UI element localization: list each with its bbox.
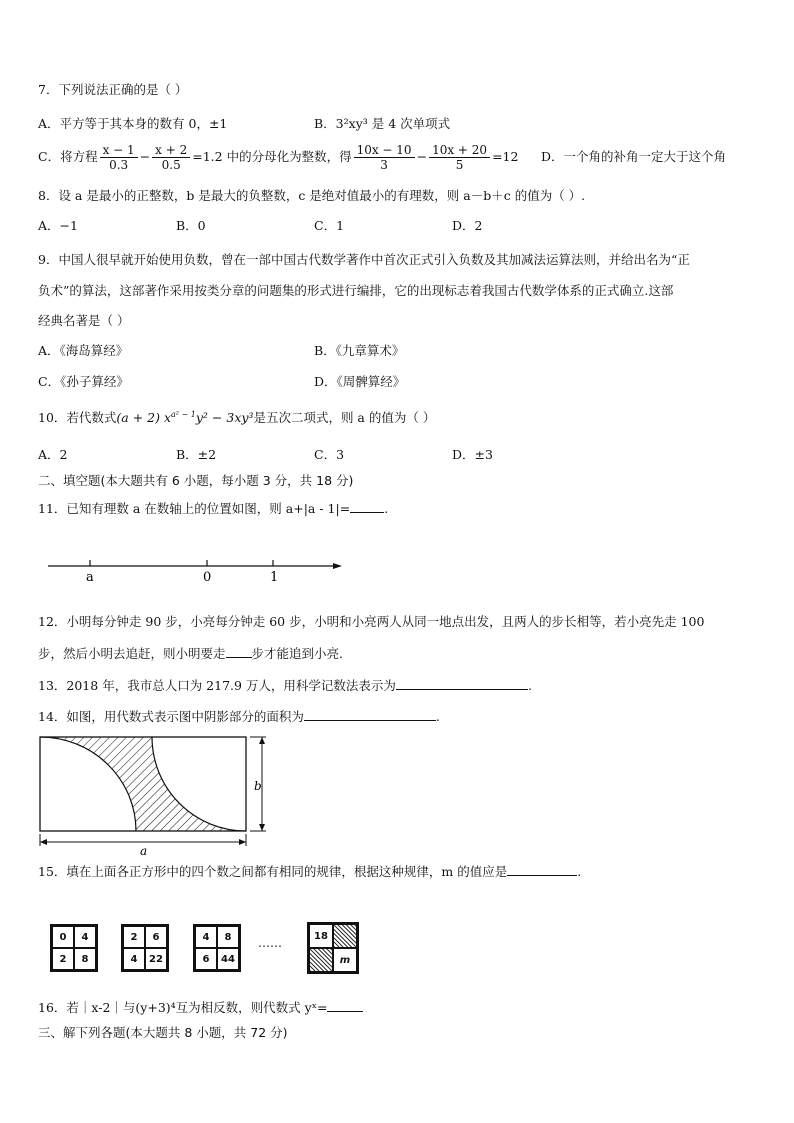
q11-stem: 11．已知有理数 a 在数轴上的位置如图，则 a+|a - 1|= . [38, 501, 389, 516]
tick-label-0: 0 [203, 570, 212, 585]
q14-stem: 14．如图，用代数式表示图中阴影部分的面积为 . [38, 709, 440, 724]
q13-stem: 13．2018 年，我市总人口为 217.9 万人，用科学记数法表示为 . [38, 678, 532, 693]
q10-option-a: A．2 [38, 447, 68, 462]
q12-line-1: 12．小明每分钟走 90 步，小亮每分钟走 60 步，小明和小亮两人从同一地点出发，且两人的步长相等，若小亮先走 100 [38, 614, 705, 629]
q13-answer-blank [396, 677, 528, 690]
q16-answer-blank [327, 999, 363, 1012]
q7-stem: 7．下列说法正确的是（ ） [38, 82, 188, 97]
label-a: a [140, 844, 148, 858]
q8-option-a: A．−1 [38, 218, 78, 233]
q9-line-1: 9．中国人很早就开始使用负数，曾在一部中国古代数学著作中首次正式引入负数及其加减法运算法则，并给出名为“正 [38, 252, 690, 267]
q7-c-pre: C．将方程 [38, 149, 98, 164]
q9-option-a: A．《海岛算经》 [38, 343, 129, 358]
tick-label-1: 1 [270, 570, 279, 585]
number-square-3: 4 8 6 44 [193, 924, 241, 972]
q10-option-d: D．±3 [452, 447, 493, 462]
section-3-heading: 三、解下列各题(本大题共 8 小题，共 72 分) [38, 1025, 288, 1040]
q7-fraction-3: $\frac{10x - 10}{3}$ [354, 143, 415, 172]
q9-option-c: C．《孙子算经》 [38, 374, 129, 389]
q7-fraction-1: $\frac{x - 1}{0.3}$ [100, 143, 138, 172]
q7-option-a: A．平方等于其本身的数有 0，±1 [38, 116, 228, 131]
q7-fraction-2: $\frac{x + 2}{0.5}$ [152, 143, 190, 172]
q9-line-3: 经典名著是（ ） [38, 313, 130, 328]
ellipsis: …… [258, 936, 282, 950]
q7-option-b: B．3²xy³ 是 4 次单项式 [314, 116, 451, 131]
number-square-1: 0 4 2 8 [50, 924, 98, 972]
number-square-2: 2 6 4 22 [121, 924, 169, 972]
q9-option-b: B．《九章算术》 [314, 343, 405, 358]
q15-stem: 15．填在上面各正方形中的四个数之间都有相同的规律，根据这种规律，m 的值应是 . [38, 864, 582, 879]
q8-option-d: D．2 [452, 218, 483, 233]
label-b: b [254, 779, 262, 793]
q12-answer-blank [226, 645, 252, 658]
shaded-area-figure [36, 734, 272, 858]
q10-option-c: C．3 [314, 447, 345, 462]
q12-line-2: 步，然后小明去追赶，则小明要走 步才能追到小亮. [38, 646, 343, 661]
tick-label-a: a [86, 570, 94, 585]
q16-stem: 16．若｜x-2｜与(y+3)⁴互为相反数，则代数式 yˣ= [38, 999, 363, 1016]
section-2-heading: 二、填空题(本大题共有 6 小题，每小题 3 分，共 18 分) [38, 473, 354, 488]
q9-line-2: 负术”的算法，这部著作采用按类分章的问题集的形式进行编排，它的出现标志着我国古代数学体系的正式确立.这部 [38, 283, 674, 298]
q15-answer-blank [507, 863, 577, 876]
q10-option-b: B．±2 [176, 447, 217, 462]
number-line [44, 552, 354, 586]
q7-option-d: D．一个角的补角一定大于这个角 [541, 149, 727, 164]
shaded-cell [333, 924, 357, 948]
q8-option-c: C．1 [314, 218, 345, 233]
q7-fraction-4: $\frac{10x + 20}{5}$ [429, 143, 490, 172]
q11-answer-blank [350, 500, 384, 513]
q8-stem: 8．设 a 是最小的正整数，b 是最大的负整数，c 是绝对值最小的有理数，则 a－b＋c 的值为（ ）. [38, 188, 586, 203]
q14-answer-blank [304, 708, 436, 721]
q10-expression: (a + 2) $x^{a^2 - 1}y^2 - 3xy^3$ [116, 409, 254, 425]
q7-option-c: C．将方程 $\frac{x - 1}{0.3}$ − $\frac{x + 2}{0.5}$ =1.2 中的分母化为整数，得 $\frac{10x - 10}{3}$ − $\frac{10x + 20}{5}$ =12 [38, 143, 519, 172]
q10-stem: 10．若代数式(a + 2) $x^{a^2 - 1}y^2 - 3xy^3$是五次二项式，则 a 的值为（ ） [38, 409, 436, 425]
shaded-cell [309, 948, 333, 972]
q9-option-d: D．《周髀算经》 [314, 374, 406, 389]
q8-option-b: B．0 [176, 218, 206, 233]
number-square-4: 18 m [307, 922, 359, 974]
